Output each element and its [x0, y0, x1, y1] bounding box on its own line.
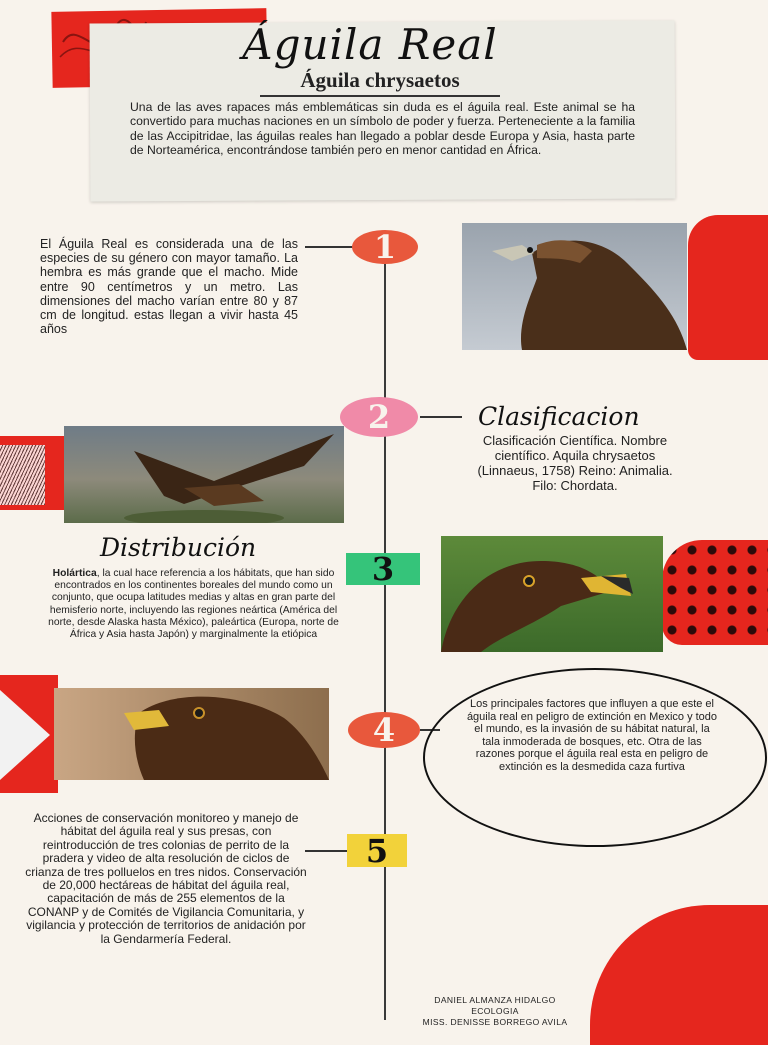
section-5-text: Acciones de conservación monitoreo y manejo de hábitat del águila real y sus presas, con reintroducción de tres colonias de perrito de la pradera y video de alta resolución de ciclos de crianza de tres polluelos en tres nidos. Conservación de 20,000 hectáreas de hábitat del águila real, capacitación de más de 255 elementos de la CONANP y de Comités de Vigilancia Comunitaria, y vigilancia y protección de territorios de anidación por la Gendarmería Federal.: [25, 811, 307, 946]
red-dotted-scrap: [662, 540, 768, 645]
connector-1: [305, 246, 353, 248]
section-4-text: Los principales factores que influyen a que este el águila real en peligro de extinción en Mexico y todo el mundo, es la invasión de su hábitat natural, la tala inmoderada de bosques, etc. Otra de las razones porque el águila real esta en peligro de extinción es la desmedida caza furtiva: [466, 698, 718, 773]
badge-1: 1: [352, 230, 418, 264]
eagle-head-photo: [441, 536, 663, 652]
credit-subject: ECOLOGIA: [471, 1006, 519, 1016]
section-3-text: [45, 568, 342, 641]
page-title: Águila Real: [242, 20, 498, 69]
section-3-lead: Holártica: [52, 568, 97, 579]
connector-5: [305, 850, 347, 852]
white-triangle-decoration: [0, 690, 50, 780]
credits: [385, 995, 605, 1028]
badge-3: 3: [346, 553, 420, 585]
subtitle-underline: [260, 95, 500, 97]
page-subtitle: Águila chrysaetos: [300, 68, 460, 92]
timeline-line: [384, 248, 386, 1020]
connector-2: [420, 416, 462, 418]
sketch-decoration: [0, 445, 45, 505]
eagle-profile-photo: [462, 223, 687, 350]
eagle-flight-photo: [64, 426, 344, 523]
intro-paragraph: Una de las aves rapaces más emblemáticas sin duda es el águila real. Este animal se ha convertido para muchas naciones en un símbolo de poder y fuerza. Perteneciente a la familia de las Accipitridae, las águilas reales han llegado a poblar desde Europa y Asia, hasta parte de Norteamérica, encontrándose también pero en menor cantidad en África.: [130, 100, 635, 158]
red-scrap-right-1: [688, 215, 768, 360]
section-2-heading: Clasificacion: [478, 402, 640, 431]
badge-4: 4: [348, 712, 420, 748]
credit-author: DANIEL ALMANZA HIDALGO: [434, 995, 556, 1005]
section-2-text: Clasificación Científica. Nombre científico. Aquila chrysaetos (Linnaeus, 1758) Reino: Animalia. Filo: Chordata.: [477, 433, 673, 493]
badge-2: 2: [340, 397, 418, 437]
eagle-closeup-photo: [54, 688, 329, 780]
section-3-body: , la cual hace referencia a los hábitats, que han sido encontrados en los continentes boreales del mundo como un conjunto, que ocupa latitudes medias y altas en gran parte del hemisferio norte, incluyendo las regiones neártica (América del norte, desde Alaska hasta México), paleártica (Europa, norte de África y Asia hasta Japón) y marginalmente la etiópica: [48, 568, 339, 641]
section-1-text: El Águila Real es considerada una de las especies de su género con mayor tamaño. La hembra es más grande que el macho. Mide entre 90 centímetros y un metro. Las dimensiones del macho varían entre 80 y 87 cm de longitud. estas llegan a vivir hasta 45 años: [40, 237, 298, 337]
credit-teacher: MISS. DENISSE BORREGO AVILA: [422, 1017, 568, 1027]
badge-5: 5: [347, 834, 407, 867]
red-scrap-bottom-right: [590, 905, 768, 1045]
section-3-heading: Distribución: [100, 533, 257, 562]
